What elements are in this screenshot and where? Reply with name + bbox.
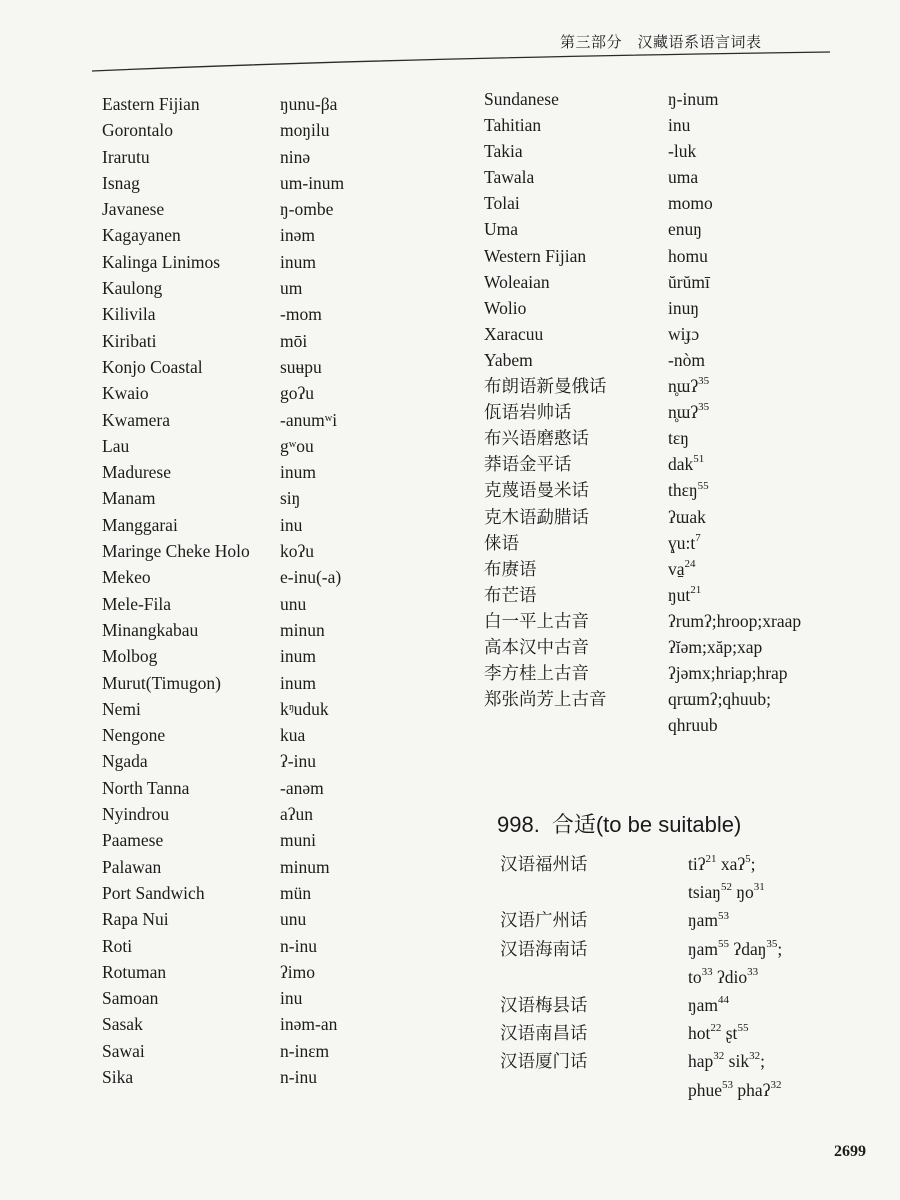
word-entry <box>484 295 884 321</box>
word-entry <box>484 269 884 295</box>
word-entry <box>102 1038 462 1064</box>
word-form-text: kua <box>280 725 306 746</box>
word-form-text: homu <box>668 245 708 266</box>
word-form-text: ʔimo <box>280 961 315 982</box>
word-entry <box>484 425 884 451</box>
word-form <box>668 451 704 477</box>
word-entry <box>102 801 462 827</box>
word-form-text: ŋ-ombe <box>280 199 334 220</box>
language-name: Isnag <box>102 172 140 193</box>
language-name: Rapa Nui <box>102 909 169 930</box>
word-entry <box>102 854 462 880</box>
word-form-text: inu <box>668 115 691 136</box>
dialect-entry <box>500 963 880 991</box>
word-form <box>280 775 324 801</box>
word-entry <box>484 686 884 712</box>
word-form <box>668 112 690 138</box>
language-name: Manggarai <box>102 514 178 535</box>
word-form-text: ʔɯak <box>668 506 706 527</box>
word-form-text: suʉpu <box>280 356 322 377</box>
word-entry <box>102 722 462 748</box>
language-name: Rotuman <box>102 961 167 982</box>
word-form-text: inum <box>280 646 316 667</box>
word-form <box>280 933 317 959</box>
language-name: Samoan <box>102 988 159 1009</box>
word-form-text: siŋ <box>280 488 301 509</box>
page-number: 2699 <box>834 1143 866 1160</box>
word-form: $to^{33}$ ʔdio$^{33}$ <box>688 965 759 987</box>
word-entry <box>102 617 462 643</box>
word-entry <box>102 748 462 774</box>
word-entry <box>102 959 462 985</box>
word-form <box>280 380 314 406</box>
language-name: Javanese <box>102 199 165 220</box>
word-form-text: ɣu:t <box>668 532 696 553</box>
word-form-text: inu <box>280 514 303 535</box>
language-name: Tolai <box>484 193 520 214</box>
word-entry <box>102 354 462 380</box>
language-name: 郑张尚芳上古音 <box>484 689 607 710</box>
dialect-entry <box>500 1076 880 1104</box>
word-entry <box>484 712 884 738</box>
dialect-entry <box>500 1019 880 1047</box>
dialect-name: 汉语广州话 <box>500 910 588 931</box>
language-name: Palawan <box>102 856 162 877</box>
dialect-entry <box>500 906 880 934</box>
word-form-text: n-inɛm <box>280 1040 330 1061</box>
word-form <box>668 556 696 582</box>
language-name: 布赓语 <box>484 558 537 579</box>
word-entry <box>484 582 884 608</box>
word-form <box>668 608 801 634</box>
language-name: Kilivila <box>102 304 156 325</box>
dialect-name: 汉语梅县话 <box>500 994 588 1015</box>
language-name: Manam <box>102 488 156 509</box>
word-form-text: moŋilu <box>280 120 330 141</box>
word-form <box>280 854 330 880</box>
word-entry <box>102 591 462 617</box>
word-form <box>280 985 302 1011</box>
word-form <box>280 196 333 222</box>
language-name: Kiribati <box>102 330 157 351</box>
language-name: Mekeo <box>102 567 151 588</box>
word-form-text: uma <box>668 167 699 188</box>
dialect-entry <box>500 991 880 1019</box>
language-name: 布朗语新曼俄话 <box>484 376 607 397</box>
section-number: 998. <box>497 812 540 837</box>
language-name: Kwaio <box>102 383 149 404</box>
language-name: Sasak <box>102 1014 143 1035</box>
word-form <box>280 1011 337 1037</box>
word-entry <box>484 556 884 582</box>
word-entry <box>102 196 462 222</box>
language-name: Konjo Coastal <box>102 356 203 377</box>
word-entry <box>102 1064 462 1090</box>
word-form <box>668 530 701 556</box>
word-form <box>280 222 315 248</box>
language-name: 布兴语磨憨话 <box>484 428 589 449</box>
language-name: 莽语金平话 <box>484 454 572 475</box>
dialect-name: 汉语海南话 <box>500 938 588 959</box>
word-form-text: koʔu <box>280 541 315 562</box>
word-form-text: qrɯmʔ;qhuub; <box>668 689 772 710</box>
word-form-text: ʔĭəm;xăp;xap <box>668 636 763 657</box>
word-form: ŋam$^{55}$ ʔdaŋ$^{35}$; <box>688 937 783 959</box>
language-name: Murut(Timugon) <box>102 672 221 693</box>
word-entry <box>102 117 462 143</box>
word-form: ŋam$^{53}$ <box>688 909 730 931</box>
word-form-text: inəm <box>280 225 315 246</box>
word-form <box>280 959 315 985</box>
word-form-text: -nòm <box>668 349 705 370</box>
language-name: Minangkabau <box>102 619 199 640</box>
word-form-text: inum <box>280 251 316 272</box>
word-form-text: e-inu(-a) <box>280 567 342 588</box>
word-form <box>668 295 699 321</box>
tone-superscript: 35 <box>698 375 710 388</box>
word-form <box>280 696 329 722</box>
language-name: Tawala <box>484 167 535 188</box>
word-entry <box>102 301 462 327</box>
word-entry <box>102 485 462 511</box>
word-entry <box>102 512 462 538</box>
word-form <box>280 617 325 643</box>
word-entry <box>102 696 462 722</box>
word-form-text: n̥ɯʔ <box>668 376 699 397</box>
word-form-text: um-inum <box>280 172 345 193</box>
language-name: Tahitian <box>484 115 542 136</box>
word-entry <box>484 399 884 425</box>
word-form-text: -anumʷi <box>280 409 338 430</box>
word-form: hap$^{32}$ sik$^{32}$; <box>688 1050 765 1072</box>
word-form <box>668 399 709 425</box>
word-entry <box>102 91 462 117</box>
word-form <box>280 748 316 774</box>
word-form-text: muni <box>280 830 316 851</box>
tone-superscript: 24 <box>684 557 696 570</box>
word-form-text: ʔjəmx;hriap;hrap <box>668 663 788 684</box>
word-entry <box>102 827 462 853</box>
word-form-text: inu <box>280 988 303 1009</box>
word-form-text: ʔrumʔ;hroop;xraap <box>668 610 802 631</box>
word-form-text: unu <box>280 593 307 614</box>
word-form-text: ŭrŭmī <box>668 271 710 292</box>
language-name: 布芒语 <box>484 584 537 605</box>
word-form <box>280 564 341 590</box>
language-name: North Tanna <box>102 777 190 798</box>
dialect-entry <box>500 1047 880 1075</box>
word-form-text: minum <box>280 856 330 877</box>
dialect-entry <box>500 850 880 878</box>
word-entry <box>102 985 462 1011</box>
dialect-entry <box>500 878 880 906</box>
word-form <box>668 243 708 269</box>
word-form <box>280 538 314 564</box>
language-name: Irarutu <box>102 146 150 167</box>
language-name: Kagayanen <box>102 225 181 246</box>
language-name: Maringe Cheke Holo <box>102 541 250 562</box>
word-form-text: ninə <box>280 146 311 167</box>
word-form-text: inuŋ <box>668 297 700 318</box>
word-form <box>668 373 709 399</box>
word-form <box>668 634 762 660</box>
word-form <box>668 660 788 686</box>
word-form-text: tɛŋ <box>668 428 689 449</box>
word-entry <box>484 504 884 530</box>
section-title: 合适(to be suitable) <box>551 812 742 837</box>
language-name: Madurese <box>102 462 172 483</box>
word-form <box>280 144 310 170</box>
word-form <box>668 216 702 242</box>
right-column <box>484 86 884 738</box>
language-name: Roti <box>102 935 133 956</box>
language-name: Ngada <box>102 751 148 772</box>
word-form <box>668 269 710 295</box>
word-form: ŋam$^{44}$ <box>688 994 730 1015</box>
language-name: Yabem <box>484 349 533 370</box>
word-entry <box>484 216 884 242</box>
left-column <box>102 91 462 1090</box>
language-name: 高本汉中古音 <box>484 636 589 657</box>
word-form <box>280 249 316 275</box>
language-name: Western Fijian <box>484 245 587 266</box>
word-form-text: -mom <box>280 304 322 325</box>
language-name: 李方桂上古音 <box>484 663 589 684</box>
word-form <box>280 91 337 117</box>
word-form-text: kᵑuduk <box>280 698 329 719</box>
dialect-entry <box>500 935 880 963</box>
word-form <box>280 459 316 485</box>
word-form <box>668 477 709 503</box>
word-form <box>280 880 311 906</box>
language-name: Sundanese <box>484 89 559 109</box>
word-entry <box>484 138 884 164</box>
word-entry <box>484 660 884 686</box>
word-form <box>280 275 302 301</box>
word-form <box>280 801 313 827</box>
tone-superscript: 7 <box>695 531 701 544</box>
word-entry <box>102 144 462 170</box>
language-name: Sawai <box>102 1040 145 1061</box>
word-form-text: gʷou <box>280 435 314 456</box>
word-form <box>668 712 718 738</box>
language-name: Molbog <box>102 646 158 667</box>
word-entry <box>102 538 462 564</box>
word-form-text: n-inu <box>280 1066 317 1087</box>
word-form-text: ŋut <box>668 584 691 605</box>
word-form <box>280 1064 317 1090</box>
word-entry <box>102 1011 462 1037</box>
word-form <box>280 433 314 459</box>
word-entry <box>484 634 884 660</box>
word-entry <box>484 347 884 373</box>
word-form <box>280 1038 329 1064</box>
word-form: tsiaŋ$^{52}$ $ŋo^{31}$ <box>688 881 765 903</box>
word-entry <box>484 112 884 138</box>
word-form <box>280 301 322 327</box>
language-name: 克木语勐腊话 <box>484 506 589 527</box>
word-entry <box>102 328 462 354</box>
word-form-text: um <box>280 278 303 299</box>
word-form-text: ŋ-inum <box>668 89 719 109</box>
word-form <box>668 138 696 164</box>
word-entry <box>102 880 462 906</box>
word-entry <box>102 643 462 669</box>
language-name: Woleaian <box>484 271 550 292</box>
word-form <box>668 425 689 451</box>
word-form-text: -luk <box>668 141 697 162</box>
word-entry <box>102 670 462 696</box>
word-form <box>280 512 302 538</box>
word-form-text: n-inu <box>280 935 317 956</box>
word-entry <box>484 373 884 399</box>
word-form: tiʔ$^{21}$ xaʔ$^5$; <box>688 853 756 874</box>
word-form <box>280 906 306 932</box>
language-name: Uma <box>484 219 519 240</box>
dialect-name: 汉语福州话 <box>500 854 588 874</box>
word-form-text: -anəm <box>280 777 324 798</box>
word-form-text: dak <box>668 454 694 475</box>
word-entry <box>102 275 462 301</box>
word-entry <box>102 407 462 433</box>
word-form-text: unu <box>280 909 307 930</box>
word-form <box>280 328 307 354</box>
word-entry <box>102 249 462 275</box>
word-form-text: ʔ-inu <box>280 751 316 772</box>
tone-superscript: 55 <box>697 479 709 492</box>
word-form-text: ŋunu-βa <box>280 94 338 114</box>
word-form-text: va̱ <box>668 558 685 579</box>
word-form-text: aʔun <box>280 804 314 825</box>
language-name: Gorontalo <box>102 120 173 141</box>
language-name: 俫语 <box>484 532 519 553</box>
word-form-text: inum <box>280 672 316 693</box>
word-form-text: inəm-an <box>280 1014 338 1035</box>
word-form <box>280 643 316 669</box>
language-name: 佤语岩帅话 <box>484 402 572 423</box>
word-form-text: mün <box>280 882 312 903</box>
word-form <box>280 722 305 748</box>
word-entry <box>484 243 884 269</box>
header-rule <box>92 50 830 72</box>
word-form <box>668 347 705 373</box>
word-form-text: wiɟɔ <box>668 323 700 344</box>
word-form <box>668 86 718 112</box>
tone-superscript: 35 <box>698 401 710 414</box>
language-name: Xaracuu <box>484 323 544 344</box>
dialect-name: 汉语厦门话 <box>500 1051 588 1072</box>
language-name: Paamese <box>102 830 164 851</box>
word-form-text: n̥ɯʔ <box>668 402 699 423</box>
word-form <box>280 407 337 433</box>
word-form-text: inum <box>280 462 316 483</box>
word-form <box>280 354 322 380</box>
word-entry <box>484 190 884 216</box>
dialect-name: 汉语南昌话 <box>500 1023 588 1044</box>
word-entry <box>484 86 884 112</box>
language-name: Nengone <box>102 725 166 746</box>
word-entry <box>484 164 884 190</box>
language-name: Wolio <box>484 297 527 318</box>
word-entry <box>484 451 884 477</box>
section-heading <box>497 808 741 839</box>
word-form <box>668 321 699 347</box>
word-form-text: qhruub <box>668 715 718 736</box>
word-entry <box>102 906 462 932</box>
word-form <box>280 117 330 143</box>
word-form <box>280 670 316 696</box>
word-entry <box>102 222 462 248</box>
word-form: hot$^{22}$ ʂt$^{55}$ <box>688 1022 749 1044</box>
word-entry <box>102 433 462 459</box>
language-name: 白一平上古音 <box>484 610 589 631</box>
word-form-text: mōi <box>280 330 308 351</box>
word-form-text: momo <box>668 193 713 214</box>
word-form <box>668 164 698 190</box>
word-form-text: enuŋ <box>668 219 702 240</box>
word-entry <box>102 170 462 196</box>
word-form-text: minun <box>280 619 325 640</box>
language-name: 克蔑语曼米话 <box>484 480 589 501</box>
language-name: Lau <box>102 435 130 456</box>
word-entry <box>484 321 884 347</box>
word-form <box>668 686 771 712</box>
word-form <box>280 591 306 617</box>
tone-superscript: 51 <box>693 453 705 466</box>
word-form <box>668 504 706 530</box>
language-name: Eastern Fijian <box>102 94 200 114</box>
word-entry <box>102 564 462 590</box>
word-entry <box>102 380 462 406</box>
language-name: Kalinga Linimos <box>102 251 221 272</box>
language-name: Takia <box>484 141 523 162</box>
word-entry <box>102 459 462 485</box>
section-entries <box>500 850 880 1104</box>
running-header: 第三部分 汉藏语系语言词表 <box>560 35 762 51</box>
word-form: phue$^{53}$ phaʔ$^{32}$ <box>688 1078 782 1100</box>
word-entry <box>102 933 462 959</box>
language-name: Kwamera <box>102 409 171 430</box>
word-entry <box>484 477 884 503</box>
word-entry <box>102 775 462 801</box>
tone-superscript: 21 <box>690 583 702 596</box>
word-form-text: thɛŋ <box>668 480 698 501</box>
language-name: Port Sandwich <box>102 882 205 903</box>
word-form <box>668 582 701 608</box>
language-name: Mele-Fila <box>102 593 172 614</box>
word-form <box>280 827 316 853</box>
word-entry <box>484 608 884 634</box>
language-name: Kaulong <box>102 278 163 299</box>
word-form <box>280 170 344 196</box>
language-name: Nyindrou <box>102 804 170 825</box>
language-name: Nemi <box>102 698 141 719</box>
language-name: Sika <box>102 1066 134 1087</box>
word-form <box>668 190 713 216</box>
word-entry <box>484 530 884 556</box>
word-form <box>280 485 300 511</box>
word-form-text: goʔu <box>280 383 315 404</box>
